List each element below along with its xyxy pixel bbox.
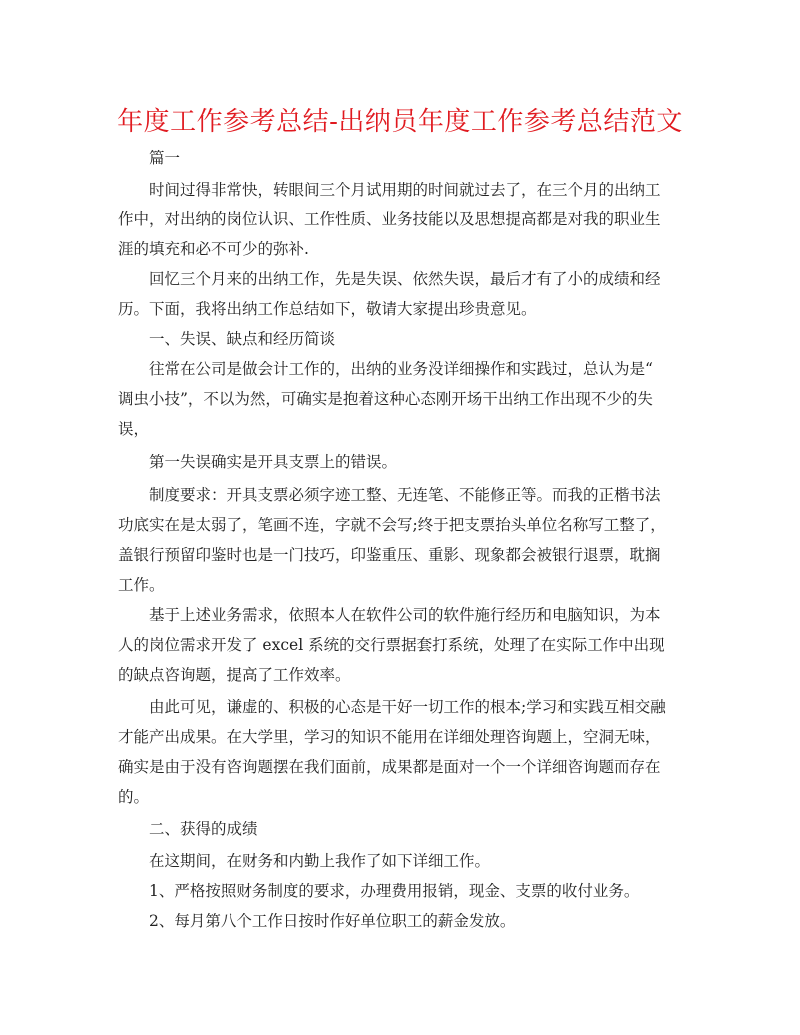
paragraph-line: 涯的填充和必不可少的弥补. [118, 240, 309, 258]
paragraph-line: 时间过得非常快，转眼间三个月试用期的时间就过去了，在三个月的出纳工 [149, 181, 661, 199]
paragraph-line: 盖银行预留印鉴时也是一门技巧，印鉴重压、重影、现象都会被银行退票，耽搁 [118, 546, 661, 564]
paragraph-line: 作中，对出纳的岗位认识、工作性质、业务技能以及思想提高都是对我的职业生 [118, 210, 661, 228]
paragraph-line: 工作。 [118, 576, 165, 594]
paragraph-line: 人的岗位需求开发了 excel 系统的交行票据套打系统，处理了在实际工作中出现 [118, 636, 665, 654]
list-item: 2、每月第八个工作日按时作好单位职工的薪金发放。 [149, 912, 516, 930]
paragraph-line: 第一失误确实是开具支票上的错误。 [149, 453, 398, 471]
paragraph-line: 往常在公司是做会计工作的，出纳的业务没详细操作和实践过，总认为是“ [149, 360, 653, 378]
section-label: 篇一 [149, 149, 181, 167]
section-heading: 二、获得的成绩 [149, 820, 258, 838]
paragraph-line: 的。 [118, 788, 150, 806]
list-item: 1、严格按照财务制度的要求，办理费用报销，现金、支票的收付业务。 [149, 882, 640, 900]
document-title: 年度工作参考总结-出纳员年度工作参考总结范文 [117, 107, 683, 137]
paragraph-line: 在这期间，在财务和内勤上我作了如下详细工作。 [149, 852, 491, 870]
paragraph-line: 的缺点咨询题，提高了工作效率。 [118, 666, 351, 684]
paragraph-line: 才能产出成果。在大学里，学习的知识不能用在详细处理咨询题上，空洞无味， [118, 728, 661, 746]
paragraph-line: 回忆三个月来的出纳工作，先是失误、依然失误，最后才有了小的成绩和经 [149, 270, 661, 288]
paragraph-line: 调虫小技”，不以为然，可确实是抱着这种心态刚开场干出纳工作出现不少的失 [118, 390, 653, 408]
paragraph-line: 制度要求：开具支票必须字迹工整、无连笔、不能修正等。而我的正楷书法 [149, 486, 661, 504]
paragraph-line: 基于上述业务需求，依照本人在软件公司的软件施行经历和电脑知识，为本 [149, 606, 661, 624]
paragraph-line: 误， [118, 420, 150, 438]
paragraph-line: 由此可见，谦虚的、积极的心态是干好一切工作的根本;学习和实践互相交融 [149, 698, 666, 716]
paragraph-line: 确实是由于没有咨询题摆在我们面前，成果都是面对一个一个详细咨询题而存在 [118, 758, 661, 776]
paragraph-line: 功底实在是太弱了，笔画不连，字就不会写;终于把支票抬头单位名称写工整了， [118, 516, 666, 534]
paragraph-line: 历。下面，我将出纳工作总结如下，敬请大家提出珍贵意见。 [118, 300, 537, 318]
section-heading: 一、失误、缺点和经历简谈 [149, 330, 336, 348]
